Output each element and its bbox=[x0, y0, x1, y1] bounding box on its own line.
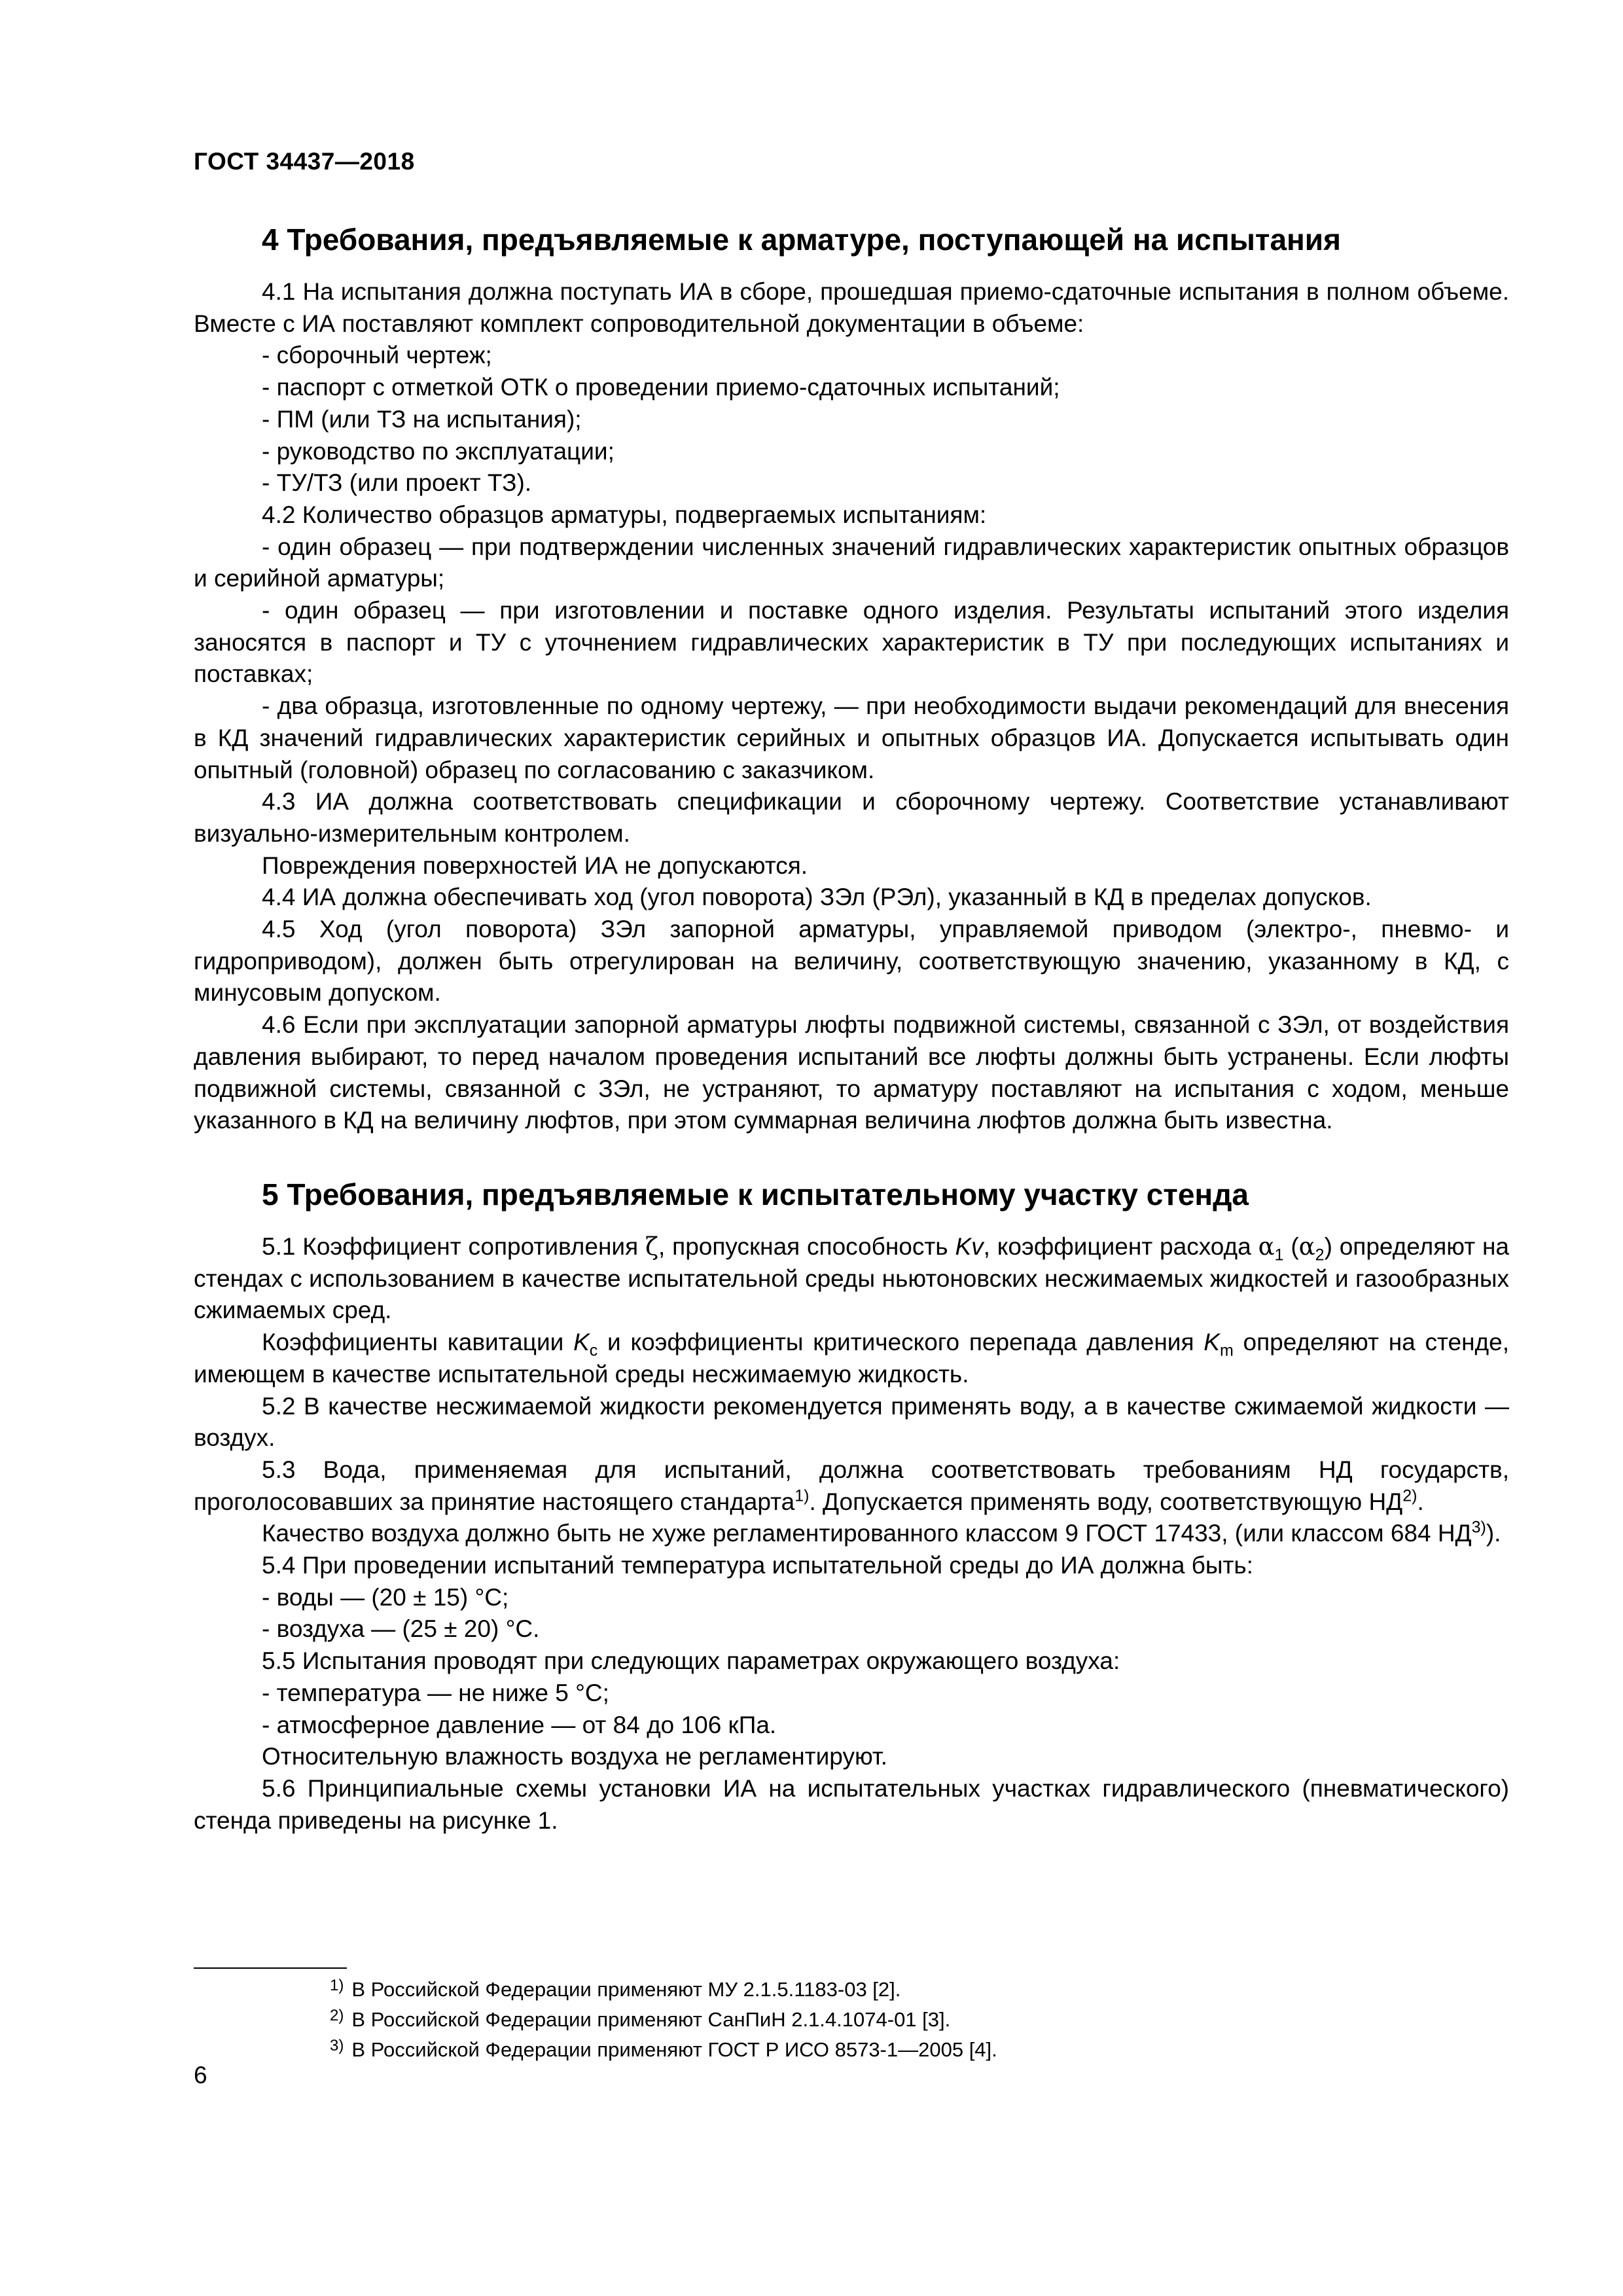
footnote-ref: 3) bbox=[1471, 1518, 1486, 1537]
kv-symbol: Kv bbox=[955, 1232, 984, 1260]
footnote-ref: 1) bbox=[794, 1486, 810, 1505]
section-5-title: 5 Требования, предъявляемые к испытательному участку стенда bbox=[262, 1177, 1249, 1211]
subscript: m bbox=[1219, 1341, 1234, 1360]
footnote-divider bbox=[194, 1967, 347, 1969]
paragraph bbox=[194, 1327, 1509, 1390]
paragraph-5-6: 5.6 Принципиальные схемы установки ИА на испытательных участках гидравлического (пневматического) стенда приведены на рисунке 1. bbox=[194, 1774, 1509, 1834]
text-run: Качество воздуха должно быть не хуже регламентированного классом 9 ГОСТ 17433, (или классом 684 НД bbox=[262, 1520, 1472, 1547]
list-item: - ПМ (или ТЗ на испытания); bbox=[262, 405, 582, 433]
list-item: - ТУ/ТЗ (или проект ТЗ). bbox=[262, 469, 532, 497]
footnote-ref: 2) bbox=[1402, 1486, 1418, 1505]
list-item: - сборочный чертеж; bbox=[262, 342, 492, 369]
list-item: - воды — (20 ± 15) °С; bbox=[262, 1583, 509, 1611]
text-run: 5.1 Коэффициент сопротивления bbox=[262, 1232, 645, 1260]
footnote-number: 3) bbox=[330, 2037, 344, 2054]
section-4-title: 4 Требования, предъявляемые к арматуре, поступающей на испытания bbox=[262, 223, 1341, 257]
paragraph-4-5: 4.5 Ход (угол поворота) ЗЭл запорной арматуры, управляемой приводом (электро-, пневмо- и гидроприводом), должен быть отрегулирован на величину, соответствующую значению, указанному в КД, с минусовым допуском. bbox=[194, 916, 1509, 1007]
subscript: 2 bbox=[1315, 1246, 1325, 1265]
km-symbol: K bbox=[1204, 1329, 1220, 1356]
paragraph-4-6: 4.6 Если при эксплуатации запорной арматуры люфты подвижной системы, связанной с ЗЭл, от воздействия давления выбирают, то перед началом проведения испытаний все люфты должны быть устранены. Если люфты подвижной системы, связанной с ЗЭл, не устраняют, то арматуру поставляют на испытания с ходом, меньше указанного в КД на величину люфтов, при этом суммарная величина люфтов должна быть известна. bbox=[194, 1011, 1509, 1134]
footnote-text: В Российской Федерации применяют ГОСТ Р ИСО 8573-1—2005 [4]. bbox=[351, 2038, 997, 2061]
text-run: ( bbox=[1283, 1232, 1299, 1260]
footnote bbox=[262, 2033, 1505, 2063]
alpha-symbol: α bbox=[1298, 1232, 1315, 1261]
paragraph-4-3: 4.3 ИА должна соответствовать спецификации и сборочному чертежу. Соответствие устанавливают визуально-измерительным контролем. bbox=[194, 788, 1509, 847]
text-run: . Допускается применять воду, соответствующую НД bbox=[809, 1488, 1403, 1515]
text-run: 5.3 Вода, применяемая для испытаний, должна соответствовать требованиям НД государств, проголосовавших за принятие настоящего стандарта bbox=[194, 1456, 1509, 1515]
alpha-symbol: α bbox=[1258, 1232, 1275, 1261]
subscript: c bbox=[589, 1341, 598, 1360]
text-run: ) определяют на стендах с использованием в качестве испытательной среды ньютоновских несжимаемых жидкостей и газообразных сжимаемых сред. bbox=[194, 1232, 1509, 1324]
page-number: 6 bbox=[194, 2062, 207, 2089]
footnotes bbox=[262, 1973, 1505, 2063]
footnote-number: 2) bbox=[330, 2007, 344, 2024]
list-item: - два образца, изготовленные по одному чертежу, — при необходимости выдачи рекомендаций для внесения в КД значений гидравлических характеристик серийных и опытных образцов ИА. Допускается испытывать один опытный (головной) образец по согласованию с заказчиком. bbox=[194, 692, 1509, 783]
list-item: - руководство по эксплуатации; bbox=[262, 437, 615, 465]
text-run: определяют на стенде, имеющем в качестве испытательной среды несжимаемую жидкость. bbox=[194, 1329, 1509, 1388]
paragraph-4-2: 4.2 Количество образцов арматуры, подвергаемых испытаниям: bbox=[262, 501, 987, 528]
paragraph-4-4: 4.4 ИА должна обеспечивать ход (угол поворота) ЗЭл (РЭл), указанный в КД в пределах допусков. bbox=[262, 884, 1372, 911]
text-run: , пропускная способность bbox=[658, 1232, 955, 1260]
footnote-text: В Российской Федерации применяют МУ 2.1.5.1183-03 [2]. bbox=[351, 1978, 901, 2001]
paragraph-4-1: 4.1 На испытания должна поступать ИА в сборе, прошедшая приемо-сдаточные испытания в полном объеме. Вместе с ИА поставляют комплект сопроводительной документации в объеме: bbox=[194, 278, 1509, 337]
paragraph-5-4: 5.4 При проведении испытаний температура испытательной среды до ИА должна быть: bbox=[262, 1552, 1253, 1579]
list-item: - паспорт с отметкой ОТК о проведении приемо-сдаточных испытаний; bbox=[262, 374, 1060, 401]
paragraph-5-2: 5.2 В качестве несжимаемой жидкости рекомендуется применять воду, а в качестве сжимаемой жидкости — воздух. bbox=[194, 1392, 1509, 1452]
text-run: ). bbox=[1486, 1520, 1501, 1547]
text-run: Коэффициенты кавитации bbox=[262, 1329, 574, 1356]
footnote-number: 1) bbox=[330, 1977, 344, 1994]
text-run: . bbox=[1417, 1488, 1424, 1515]
list-item: - воздуха — (25 ± 20) °С. bbox=[262, 1615, 540, 1643]
footnote bbox=[262, 1973, 1505, 2003]
paragraph-5-1 bbox=[194, 1231, 1509, 1327]
footnote bbox=[262, 2003, 1505, 2033]
document-header: ГОСТ 34437—2018 bbox=[194, 148, 415, 175]
text-run: и коэффициенты критического перепада давления bbox=[597, 1329, 1204, 1356]
paragraph-5-5: 5.5 Испытания проводят при следующих параметрах окружающего воздуха: bbox=[262, 1647, 1120, 1675]
footnote-text: В Российской Федерации применяют СанПиН 2.1.4.1074-01 [3]. bbox=[351, 2008, 951, 2031]
paragraph-5-3 bbox=[194, 1454, 1509, 1518]
kc-symbol: K bbox=[573, 1329, 590, 1356]
paragraph bbox=[194, 1518, 1509, 1550]
text-run: , коэффициент расхода bbox=[983, 1232, 1258, 1260]
page-content bbox=[194, 220, 1509, 1837]
paragraph: Относительную влажность воздуха не регламентируют. bbox=[262, 1743, 888, 1770]
paragraph: Повреждения поверхностей ИА не допускаются. bbox=[262, 852, 808, 879]
list-item: - один образец — при изготовлении и поставке одного изделия. Результаты испытаний этого изделия заносятся в паспорт и ТУ с уточнением гидравлических характеристик в ТУ при последующих испытаниях и поставках; bbox=[194, 597, 1509, 688]
list-item: - атмосферное давление — от 84 до 106 кПа. bbox=[262, 1711, 777, 1738]
subscript: 1 bbox=[1274, 1246, 1284, 1265]
zeta-symbol: ζ bbox=[645, 1232, 659, 1261]
list-item: - один образец — при подтверждении численных значений гидравлических характеристик опытных образцов и серийной арматуры; bbox=[194, 533, 1509, 592]
list-item: - температура — не ниже 5 °С; bbox=[262, 1679, 609, 1706]
